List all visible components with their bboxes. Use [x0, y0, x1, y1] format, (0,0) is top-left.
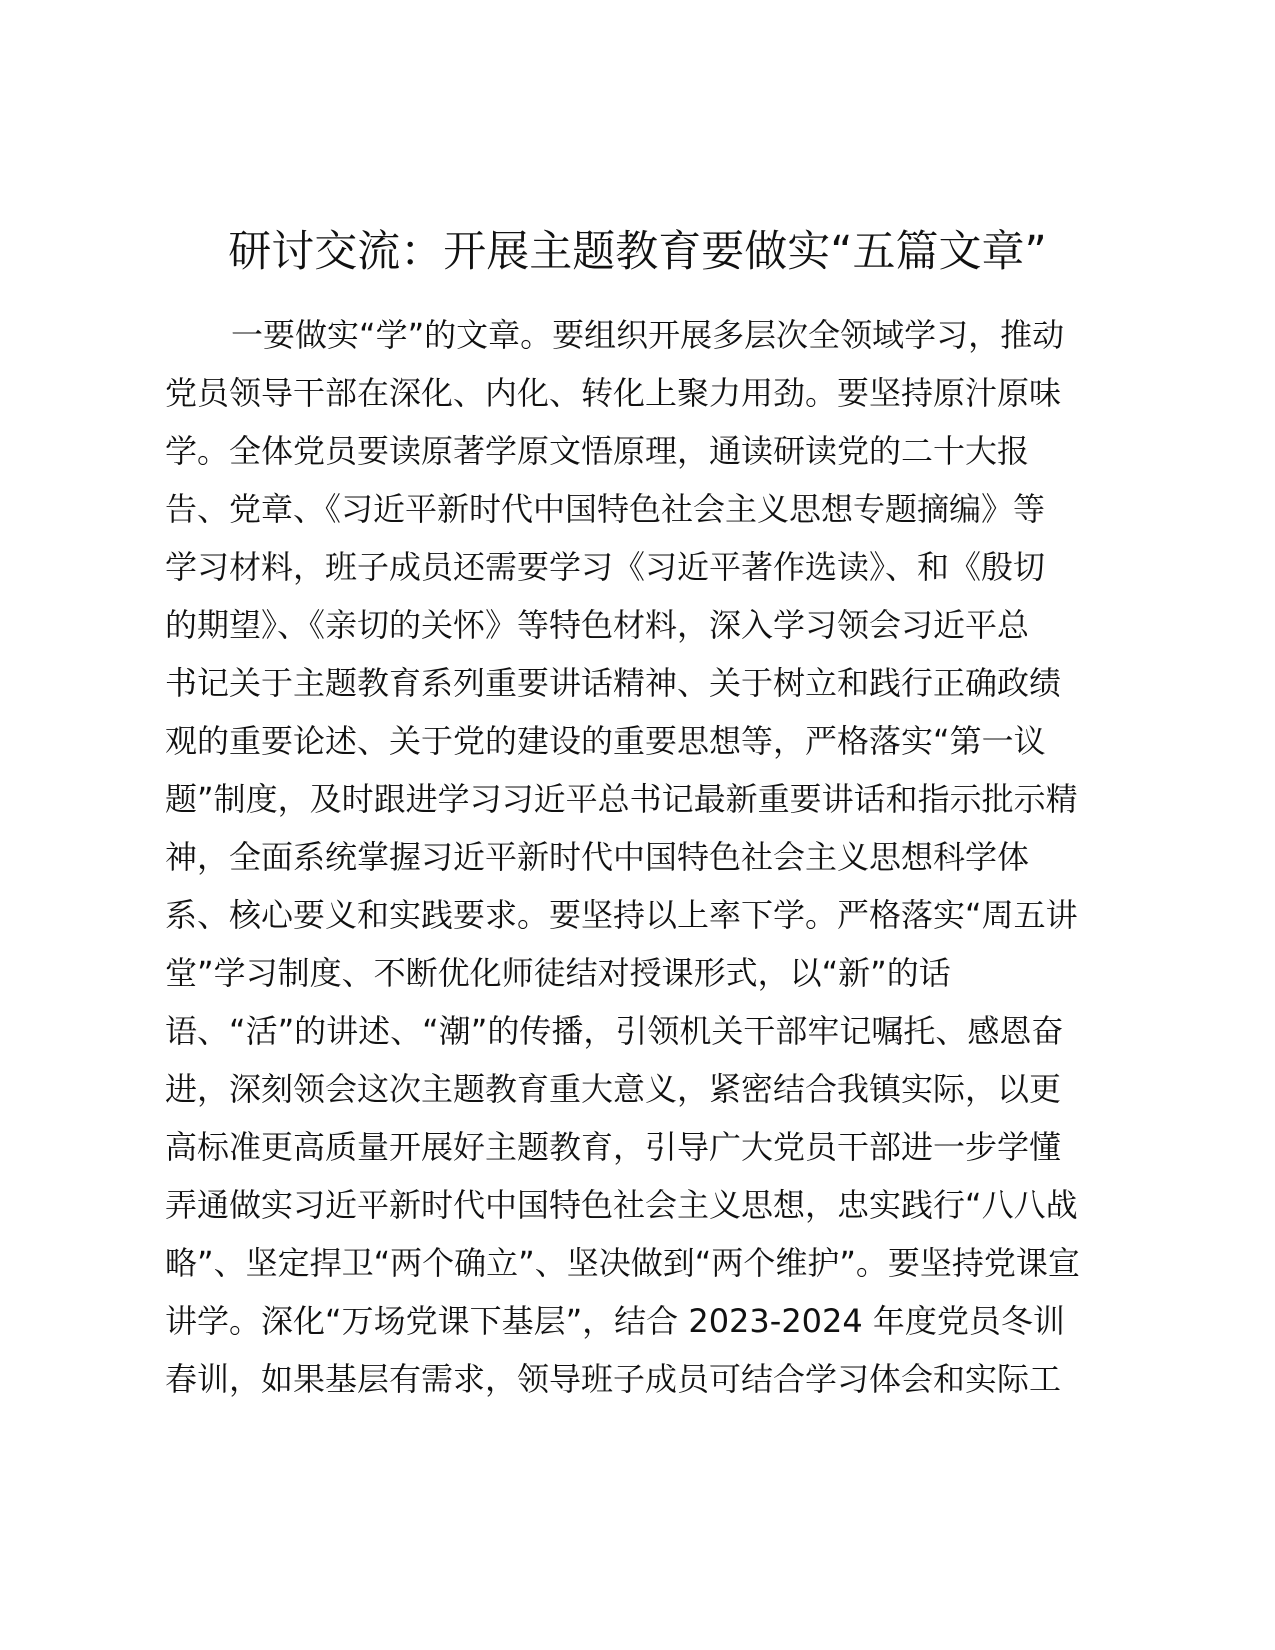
paragraph-line: 题”制度，及时跟进学习习近平总书记最新重要讲话和指示批示精 [165, 780, 1078, 818]
paragraph-line: 语、“活”的讲述、“潮”的传播，引领机关干部牢记嘱托、感恩奋 [165, 1012, 1064, 1050]
paragraph-line: 讲学。深化“万场党课下基层”，结合 2023-2024 年度党员冬训 [165, 1302, 1065, 1340]
paragraph-line: 系、核心要义和实践要求。要坚持以上率下学。严格落实“周五讲 [165, 896, 1078, 934]
paragraph-line: 神，全面系统掌握习近平新时代中国特色社会主义思想科学体 [165, 838, 1030, 876]
paragraph-line: 党员领导干部在深化、内化、转化上聚力用劲。要坚持原汁原味 [165, 374, 1062, 412]
document-body [165, 306, 1125, 1408]
paragraph-line: 一要做实“学”的文章。要组织开展多层次全领域学习，推动 [231, 316, 1065, 354]
paragraph-line: 略”、坚定捍卫“两个确立”、坚决做到“两个维护”。要坚持党课宣 [165, 1244, 1080, 1282]
document-title: 研讨交流：开展主题教育要做实“五篇文章” [228, 227, 1047, 277]
paragraph-line: 春训，如果基层有需求，领导班子成员可结合学习体会和实际工 [165, 1360, 1062, 1398]
paragraph-line: 进，深刻领会这次主题教育重大意义，紧密结合我镇实际，以更 [165, 1070, 1062, 1108]
paragraph-line: 学习材料，班子成员还需要学习《习近平著作选读》、和《殷切 [165, 548, 1046, 586]
paragraph-line: 的期望》、《亲切的关怀》等特色材料，深入学习领会习近平总 [165, 606, 1030, 644]
paragraph-line: 书记关于主题教育系列重要讲话精神、关于树立和践行正确政绩 [165, 664, 1062, 702]
paragraph-line: 弄通做实习近平新时代中国特色社会主义思想，忠实践行“八八战 [165, 1186, 1078, 1224]
paragraph-line: 观的重要论述、关于党的建设的重要思想等，严格落实“第一议 [165, 722, 1046, 760]
paragraph-line: 堂”学习制度、不断优化师徒结对授课形式，以“新”的话 [165, 954, 951, 992]
paragraph-line: 学。全体党员要读原著学原文悟原理，通读研读党的二十大报 [165, 432, 1030, 470]
paragraph-line: 告、党章、《习近平新时代中国特色社会主义思想专题摘编》等 [165, 490, 1046, 528]
paragraph-line: 高标准更高质量开展好主题教育，引导广大党员干部进一步学懂 [165, 1128, 1062, 1166]
